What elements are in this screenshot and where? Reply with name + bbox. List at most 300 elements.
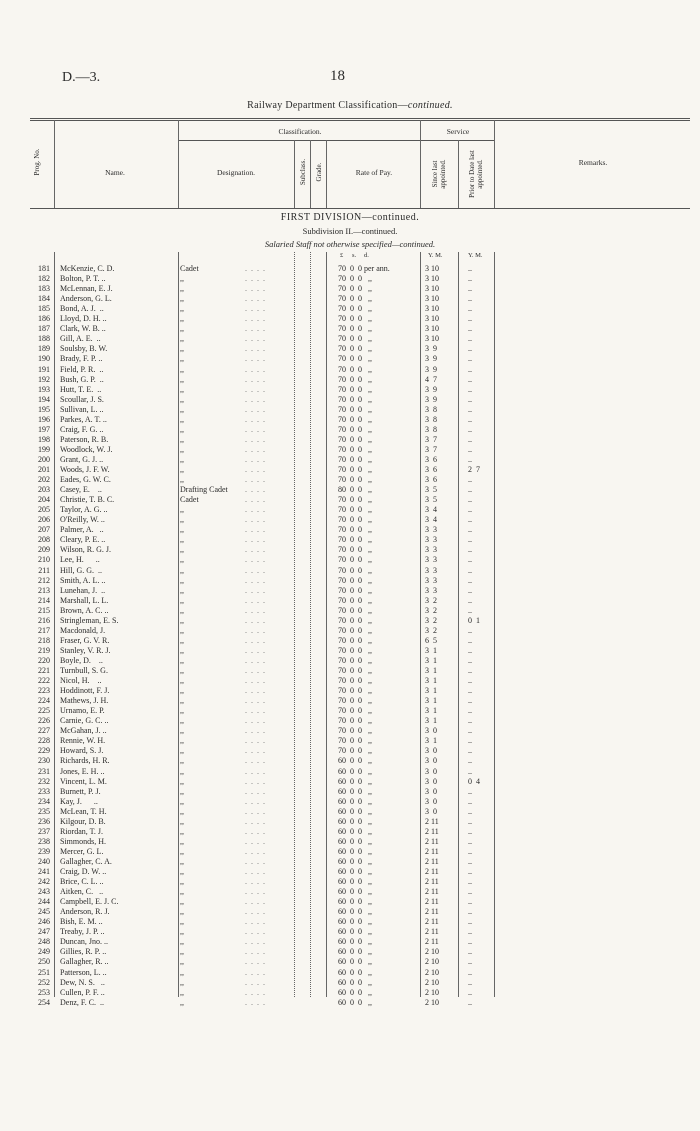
rate-cell: 60 0 0 ,, bbox=[338, 907, 372, 917]
prog-no-cell: 194 bbox=[38, 394, 50, 404]
prior-cell: .. bbox=[468, 706, 472, 716]
table-title-main: Railway Department Classification— bbox=[247, 100, 408, 111]
designation-cell: Cadet bbox=[180, 495, 199, 505]
rate-cell: 80 0 0 ,, bbox=[338, 485, 372, 495]
prog-no-cell: 215 bbox=[38, 605, 50, 615]
prog-no-cell: 250 bbox=[38, 957, 50, 967]
since-cell: 3 9 bbox=[425, 364, 437, 374]
leader-dots: . . . . bbox=[245, 806, 266, 816]
prior-cell: .. bbox=[468, 756, 472, 766]
prog-no-cell: 251 bbox=[38, 967, 50, 977]
leader-dots: . . . . bbox=[245, 686, 266, 696]
designation-cell: ,, bbox=[180, 937, 184, 947]
leader-dots: . . . . bbox=[245, 716, 266, 726]
prog-no-cell: 205 bbox=[38, 505, 50, 515]
rate-cell: 70 0 0 ,, bbox=[338, 414, 372, 424]
name-cell: Kilgour, D. B. bbox=[60, 816, 106, 826]
prior-cell: .. bbox=[468, 635, 472, 645]
unit-shillings: s. bbox=[352, 252, 357, 259]
prior-cell: .. bbox=[468, 555, 472, 565]
prog-no-cell: 193 bbox=[38, 384, 50, 394]
name-cell: Marshall, L. L. bbox=[60, 595, 109, 605]
prior-cell: .. bbox=[468, 696, 472, 706]
prior-cell: .. bbox=[468, 284, 472, 294]
since-cell: 3 1 bbox=[425, 706, 437, 716]
designation-cell: ,, bbox=[180, 444, 184, 454]
prior-cell: .. bbox=[468, 565, 472, 575]
designation-cell: ,, bbox=[180, 344, 184, 354]
prog-no-cell: 218 bbox=[38, 635, 50, 645]
rate-cell: 70 0 0 ,, bbox=[338, 364, 372, 374]
designation-cell: ,, bbox=[180, 746, 184, 756]
name-cell: Woods, J. F. W. bbox=[60, 465, 110, 474]
unit-pound: £ bbox=[340, 252, 344, 259]
name-cell: Woodlock, W. J. bbox=[60, 444, 113, 454]
name-cell: Simmonds, H. bbox=[60, 836, 107, 846]
leader-dots: . . . . bbox=[245, 977, 266, 987]
leader-dots: . . . . bbox=[245, 867, 266, 876]
prog-no-cell: 240 bbox=[38, 856, 50, 866]
rate-cell: 70 0 0 ,, bbox=[338, 505, 372, 515]
leader-dots: . . . . bbox=[245, 887, 266, 897]
rate-cell: 70 0 0 ,, bbox=[338, 595, 372, 605]
prog-no-cell: 220 bbox=[38, 655, 50, 665]
name-cell: Kay, J. .. bbox=[60, 796, 98, 806]
prior-cell: .. bbox=[468, 394, 472, 404]
name-cell: Soulsby, B. W. bbox=[60, 344, 108, 354]
prior-cell: .. bbox=[468, 977, 472, 987]
prior-cell: .. bbox=[468, 816, 472, 826]
since-cell: 2 10 bbox=[425, 967, 439, 977]
prog-no-cell: 239 bbox=[38, 846, 50, 856]
prior-cell: .. bbox=[468, 947, 472, 957]
prog-no-cell: 208 bbox=[38, 535, 50, 545]
name-cell: Bish, E. M. .. bbox=[60, 917, 103, 927]
prog-no-cell: 228 bbox=[38, 736, 50, 746]
name-cell: Denz, F. C. .. bbox=[60, 997, 105, 1007]
leader-dots: . . . . bbox=[245, 635, 266, 645]
leader-dots: . . . . bbox=[245, 585, 266, 595]
prior-cell: .. bbox=[468, 967, 472, 977]
leader-dots: . . . . bbox=[245, 826, 266, 836]
name-cell: Eades, G. W. C. bbox=[60, 475, 111, 485]
prog-no-cell: 224 bbox=[38, 696, 50, 706]
rate-cell: 70 0 0 ,, bbox=[338, 334, 372, 344]
since-cell: 3 0 bbox=[425, 776, 437, 786]
rate-cell: 70 0 0 ,, bbox=[338, 495, 372, 505]
prior-cell: .. bbox=[468, 937, 472, 947]
since-cell: 3 2 bbox=[425, 605, 437, 615]
prog-no-cell: 199 bbox=[38, 444, 50, 454]
name-cell: Stanley, V. R. J. bbox=[60, 645, 111, 655]
designation-cell: ,, bbox=[180, 585, 184, 595]
rate-cell: 60 0 0 ,, bbox=[338, 927, 372, 937]
since-cell: 3 0 bbox=[425, 786, 437, 796]
leader-dots: . . . . bbox=[245, 515, 266, 525]
rate-cell: 70 0 0 ,, bbox=[338, 274, 372, 284]
prior-cell: .. bbox=[468, 595, 472, 605]
designation-cell: ,, bbox=[180, 505, 184, 515]
prog-no-cell: 231 bbox=[38, 766, 50, 776]
leader-dots: . . . . bbox=[245, 334, 266, 344]
prog-no-cell: 216 bbox=[38, 615, 50, 625]
prog-no-cell: 198 bbox=[38, 434, 50, 444]
name-cell: Brown, A. C. .. bbox=[60, 605, 109, 615]
leader-dots: . . . . bbox=[245, 947, 266, 957]
designation-cell: ,, bbox=[180, 655, 184, 665]
rate-cell: 70 0 0 ,, bbox=[338, 706, 372, 716]
leader-dots: . . . . bbox=[245, 274, 266, 284]
name-cell: Brady, F. P. .. bbox=[60, 354, 103, 364]
rate-cell: 70 0 0 ,, bbox=[338, 454, 372, 464]
since-cell: 2 11 bbox=[425, 887, 439, 897]
designation-cell: ,, bbox=[180, 454, 184, 464]
designation-cell: ,, bbox=[180, 877, 184, 887]
prog-no-cell: 200 bbox=[38, 454, 50, 464]
prog-no-cell: 226 bbox=[38, 716, 50, 726]
prior-cell: .. bbox=[468, 856, 472, 866]
prior-cell: .. bbox=[468, 404, 472, 414]
since-cell: 3 4 bbox=[425, 505, 437, 515]
since-cell: 3 1 bbox=[425, 716, 437, 726]
rate-cell: 70 0 0 ,, bbox=[338, 434, 372, 444]
rate-cell: 70 0 0 ,, bbox=[338, 555, 372, 565]
rate-cell: 70 0 0 ,, bbox=[338, 515, 372, 525]
designation-cell: ,, bbox=[180, 625, 184, 635]
rate-cell: 70 0 0 ,, bbox=[338, 736, 372, 746]
prior-cell: .. bbox=[468, 766, 472, 776]
since-cell: 3 5 bbox=[425, 495, 437, 505]
name-cell: Anderson, G. L. bbox=[60, 294, 112, 304]
prior-cell: 2 7 bbox=[468, 465, 480, 474]
designation-cell: ,, bbox=[180, 806, 184, 816]
rate-cell: 60 0 0 ,, bbox=[338, 957, 372, 967]
leader-dots: . . . . bbox=[245, 625, 266, 635]
prior-cell: .. bbox=[468, 605, 472, 615]
prog-no-cell: 211 bbox=[38, 565, 50, 575]
since-cell: 3 1 bbox=[425, 736, 437, 746]
name-cell: Wilson, R. G. J. bbox=[60, 545, 112, 555]
since-cell: 3 10 bbox=[425, 314, 439, 324]
rate-cell: 70 0 0 ,, bbox=[338, 686, 372, 696]
since-cell: 2 11 bbox=[425, 867, 439, 876]
designation-cell: ,, bbox=[180, 354, 184, 364]
leader-dots: . . . . bbox=[245, 756, 266, 766]
leader-dots: . . . . bbox=[245, 856, 266, 866]
designation-cell: ,, bbox=[180, 856, 184, 866]
leader-dots: . . . . bbox=[245, 495, 266, 505]
prior-cell: .. bbox=[468, 485, 472, 495]
designation-cell: ,, bbox=[180, 605, 184, 615]
prior-cell: .. bbox=[468, 364, 472, 374]
prior-cell: .. bbox=[468, 324, 472, 334]
name-cell: Bond, A. J. .. bbox=[60, 304, 104, 314]
prog-no-cell: 248 bbox=[38, 937, 50, 947]
header-subclass: Subclass. bbox=[299, 158, 307, 186]
name-cell: Sullivan, L. .. bbox=[60, 404, 104, 414]
leader-dots: . . . . bbox=[245, 414, 266, 424]
name-cell: Burnett, P. J. bbox=[60, 786, 101, 796]
since-cell: 2 10 bbox=[425, 947, 439, 957]
designation-cell: ,, bbox=[180, 615, 184, 625]
name-cell: Field, P. R. .. bbox=[60, 364, 104, 374]
prior-cell: .. bbox=[468, 736, 472, 746]
name-cell: Urnamo, E. P. bbox=[60, 706, 105, 716]
prior-cell: .. bbox=[468, 786, 472, 796]
prog-no-cell: 217 bbox=[38, 625, 50, 635]
prior-cell: .. bbox=[468, 414, 472, 424]
leader-dots: . . . . bbox=[245, 434, 266, 444]
designation-cell: ,, bbox=[180, 977, 184, 987]
col-divider bbox=[458, 140, 459, 208]
prog-no-cell: 202 bbox=[38, 475, 50, 485]
leader-dots: . . . . bbox=[245, 545, 266, 555]
since-cell: 2 11 bbox=[425, 836, 439, 846]
since-cell: 2 10 bbox=[425, 987, 439, 997]
rate-cell: 70 0 0 ,, bbox=[338, 304, 372, 314]
name-cell: Gillies, R. P. .. bbox=[60, 947, 107, 957]
designation-cell: ,, bbox=[180, 465, 184, 474]
name-cell: Taylor, A. G. .. bbox=[60, 505, 108, 515]
col-divider bbox=[494, 120, 495, 208]
prog-no-cell: 184 bbox=[38, 294, 50, 304]
rate-cell: 60 0 0 ,, bbox=[338, 917, 372, 927]
leader-dots: . . . . bbox=[245, 816, 266, 826]
since-cell: 3 3 bbox=[425, 575, 437, 585]
name-cell: McLean, T. H. bbox=[60, 806, 107, 816]
prog-no-cell: 210 bbox=[38, 555, 50, 565]
leader-dots: . . . . bbox=[245, 967, 266, 977]
since-cell: 2 10 bbox=[425, 957, 439, 967]
prog-no-cell: 244 bbox=[38, 897, 50, 907]
since-cell: 3 1 bbox=[425, 666, 437, 675]
since-cell: 3 2 bbox=[425, 615, 437, 625]
name-cell: Jones, E. H. .. bbox=[60, 766, 105, 776]
rate-cell: 70 0 0 ,, bbox=[338, 696, 372, 706]
rate-cell: 70 0 0 ,, bbox=[338, 645, 372, 655]
prior-cell: .. bbox=[468, 384, 472, 394]
prior-cell: .. bbox=[468, 907, 472, 917]
leader-dots: . . . . bbox=[245, 454, 266, 464]
designation-cell: ,, bbox=[180, 545, 184, 555]
prior-cell: .. bbox=[468, 806, 472, 816]
prior-cell: .. bbox=[468, 726, 472, 736]
prog-no-cell: 234 bbox=[38, 796, 50, 806]
name-cell: Craig, D. W. .. bbox=[60, 867, 107, 876]
prog-no-cell: 188 bbox=[38, 334, 50, 344]
designation-cell: ,, bbox=[180, 756, 184, 766]
col-divider bbox=[54, 120, 55, 208]
since-cell: 2 11 bbox=[425, 877, 439, 887]
since-cell: 3 0 bbox=[425, 796, 437, 806]
rate-cell: 70 0 0 ,, bbox=[338, 625, 372, 635]
table-row bbox=[0, 997, 700, 1008]
since-cell: 3 9 bbox=[425, 384, 437, 394]
name-cell: Bush, G. P. .. bbox=[60, 374, 104, 384]
prog-no-cell: 249 bbox=[38, 947, 50, 957]
col-divider bbox=[310, 140, 311, 208]
designation-cell: ,, bbox=[180, 957, 184, 967]
leader-dots: . . . . bbox=[245, 846, 266, 856]
prog-no-cell: 242 bbox=[38, 877, 50, 887]
name-cell: Brice, C. L. .. bbox=[60, 877, 104, 887]
leader-dots: . . . . bbox=[245, 264, 266, 273]
leader-dots: . . . . bbox=[245, 535, 266, 545]
since-cell: 3 3 bbox=[425, 555, 437, 565]
name-cell: Hill, G. G. .. bbox=[60, 565, 102, 575]
prior-cell: 0 4 bbox=[468, 776, 480, 786]
designation-cell: ,, bbox=[180, 947, 184, 957]
prior-cell: .. bbox=[468, 495, 472, 505]
since-cell: 3 10 bbox=[425, 294, 439, 304]
leader-dots: . . . . bbox=[245, 836, 266, 846]
name-cell: Gallagher, C. A. bbox=[60, 856, 112, 866]
rate-cell: 70 0 0 ,, bbox=[338, 716, 372, 726]
designation-cell: ,, bbox=[180, 475, 184, 485]
leader-dots: . . . . bbox=[245, 525, 266, 535]
since-cell: 3 9 bbox=[425, 394, 437, 404]
leader-dots: . . . . bbox=[245, 655, 266, 665]
name-cell: Carnie, G. C. .. bbox=[60, 716, 109, 726]
rate-cell: 70 0 0 ,, bbox=[338, 465, 372, 474]
designation-cell: ,, bbox=[180, 696, 184, 706]
leader-dots: . . . . bbox=[245, 796, 266, 806]
since-cell: 3 8 bbox=[425, 414, 437, 424]
name-cell: Vincent, L. M. bbox=[60, 776, 107, 786]
prior-cell: .. bbox=[468, 997, 472, 1007]
since-cell: 3 3 bbox=[425, 535, 437, 545]
leader-dots: . . . . bbox=[245, 786, 266, 796]
prior-cell: .. bbox=[468, 957, 472, 967]
since-cell: 3 8 bbox=[425, 424, 437, 434]
header-bottom-rule bbox=[30, 208, 690, 209]
rate-cell: 70 0 0 ,, bbox=[338, 384, 372, 394]
since-cell: 3 0 bbox=[425, 726, 437, 736]
since-cell: 3 9 bbox=[425, 354, 437, 364]
header-classification: Classification. bbox=[278, 127, 322, 136]
leader-dots: . . . . bbox=[245, 324, 266, 334]
prog-no-cell: 235 bbox=[38, 806, 50, 816]
name-cell: Rennie, W. H. bbox=[60, 736, 106, 746]
prior-cell: .. bbox=[468, 716, 472, 726]
prior-cell: .. bbox=[468, 746, 472, 756]
name-cell: Macdonald, J. bbox=[60, 625, 106, 635]
rate-cell: 60 0 0 ,, bbox=[338, 897, 372, 907]
prior-cell: .. bbox=[468, 655, 472, 665]
rate-cell: 70 0 0 ,, bbox=[338, 726, 372, 736]
leader-dots: . . . . bbox=[245, 917, 266, 927]
rate-cell: 70 0 0 per ann. bbox=[338, 264, 390, 273]
header-top-rule bbox=[30, 118, 690, 119]
designation-cell: ,, bbox=[180, 686, 184, 696]
rate-cell: 60 0 0 ,, bbox=[338, 877, 372, 887]
prog-no-cell: 238 bbox=[38, 836, 50, 846]
table-title bbox=[0, 100, 700, 111]
designation-cell: ,, bbox=[180, 676, 184, 686]
leader-dots: . . . . bbox=[245, 666, 266, 675]
prog-no-cell: 212 bbox=[38, 575, 50, 585]
leader-dots: . . . . bbox=[245, 374, 266, 384]
designation-cell: ,, bbox=[180, 917, 184, 927]
name-cell: Mercer, G. L. bbox=[60, 846, 104, 856]
rate-cell: 70 0 0 ,, bbox=[338, 324, 372, 334]
since-cell: 3 10 bbox=[425, 304, 439, 314]
name-cell: O'Reilly, W. .. bbox=[60, 515, 105, 525]
since-cell: 3 1 bbox=[425, 686, 437, 696]
leader-dots: . . . . bbox=[245, 927, 266, 937]
prog-no-cell: 246 bbox=[38, 917, 50, 927]
prog-no-cell: 214 bbox=[38, 595, 50, 605]
rate-cell: 60 0 0 ,, bbox=[338, 987, 372, 997]
since-cell: 2 11 bbox=[425, 846, 439, 856]
since-cell: 3 10 bbox=[425, 284, 439, 294]
rate-cell: 70 0 0 ,, bbox=[338, 314, 372, 324]
designation-cell: ,, bbox=[180, 927, 184, 937]
since-cell: 3 0 bbox=[425, 766, 437, 776]
leader-dots: . . . . bbox=[245, 465, 266, 474]
col-divider bbox=[326, 140, 327, 208]
prog-no-cell: 219 bbox=[38, 645, 50, 655]
division-heading: FIRST DIVISION—continued. bbox=[280, 212, 420, 223]
leader-dots: . . . . bbox=[245, 575, 266, 585]
designation-cell: ,, bbox=[180, 515, 184, 525]
name-cell: Nicol, H. .. bbox=[60, 676, 102, 686]
designation-cell: ,, bbox=[180, 555, 184, 565]
since-cell: 3 10 bbox=[425, 324, 439, 334]
since-cell: 2 11 bbox=[425, 907, 439, 917]
rate-cell: 70 0 0 ,, bbox=[338, 374, 372, 384]
since-cell: 2 10 bbox=[425, 977, 439, 987]
leader-dots: . . . . bbox=[245, 987, 266, 997]
leader-dots: . . . . bbox=[245, 645, 266, 655]
prior-cell: .. bbox=[468, 344, 472, 354]
since-cell: 3 0 bbox=[425, 806, 437, 816]
col-divider bbox=[294, 140, 295, 208]
name-cell: Patterson, L. .. bbox=[60, 967, 107, 977]
prog-no-cell: 189 bbox=[38, 344, 50, 354]
rate-cell: 70 0 0 ,, bbox=[338, 615, 372, 625]
name-cell: Campbell, E. J. C. bbox=[60, 897, 119, 907]
prior-cell: .. bbox=[468, 877, 472, 887]
prog-no-cell: 197 bbox=[38, 424, 50, 434]
leader-dots: . . . . bbox=[245, 555, 266, 565]
prior-cell: .. bbox=[468, 304, 472, 314]
rate-cell: 60 0 0 ,, bbox=[338, 776, 372, 786]
header-prior: Prior to Date last appointed. bbox=[468, 150, 484, 198]
leader-dots: . . . . bbox=[245, 937, 266, 947]
designation-cell: ,, bbox=[180, 786, 184, 796]
unit-pence: d. bbox=[364, 252, 369, 259]
header-since: Since last appointed. bbox=[431, 159, 447, 189]
prog-no-cell: 191 bbox=[38, 364, 50, 374]
name-cell: Anderson, R. J. bbox=[60, 907, 110, 917]
designation-cell: ,, bbox=[180, 897, 184, 907]
prog-no-cell: 192 bbox=[38, 374, 50, 384]
rate-cell: 60 0 0 ,, bbox=[338, 846, 372, 856]
prog-no-cell: 245 bbox=[38, 907, 50, 917]
designation-cell: ,, bbox=[180, 525, 184, 535]
name-cell: Cleary, P. E. .. bbox=[60, 535, 106, 545]
name-cell: Boyle, D. .. bbox=[60, 655, 103, 665]
designation-cell: ,, bbox=[180, 645, 184, 655]
prior-cell: .. bbox=[468, 354, 472, 364]
prog-no-cell: 185 bbox=[38, 304, 50, 314]
designation-cell: ,, bbox=[180, 595, 184, 605]
since-cell: 2 10 bbox=[425, 997, 439, 1007]
prog-no-cell: 237 bbox=[38, 826, 50, 836]
name-cell: Howard, S. J. bbox=[60, 746, 104, 756]
prior-cell: .. bbox=[468, 374, 472, 384]
